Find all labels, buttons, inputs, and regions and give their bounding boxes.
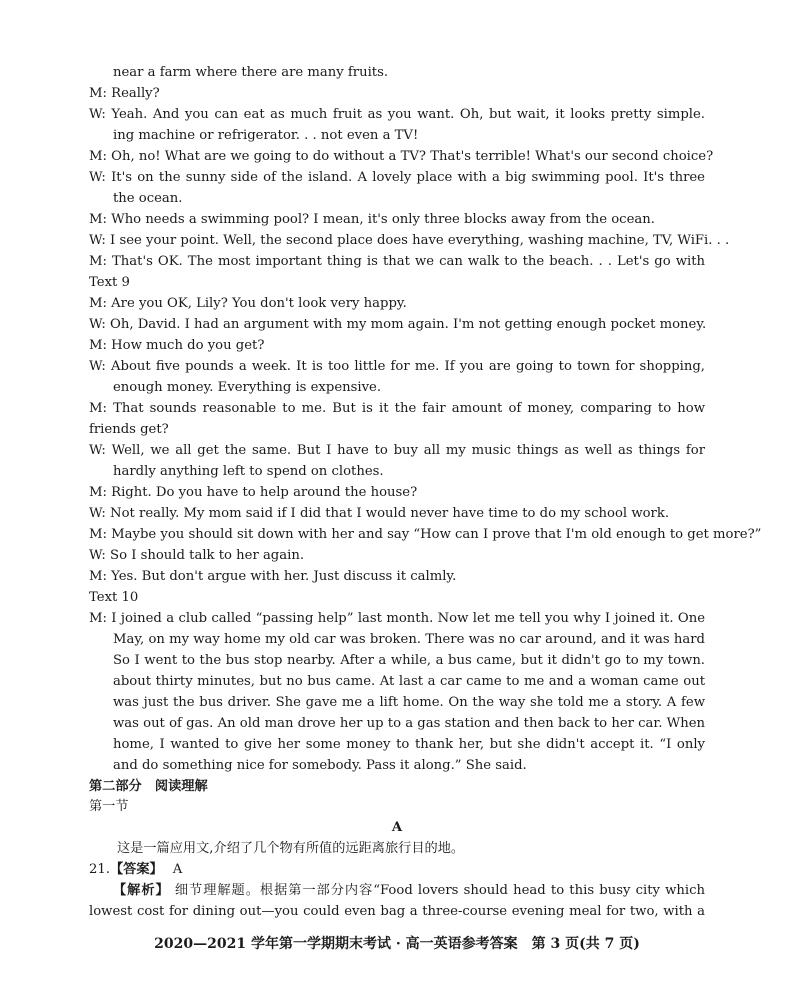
analysis-text: 细节理解题。根据第一部分内容“Food lovers should head to this busy city which (174, 883, 705, 898)
dialogue-line: about thirty minutes, but no bus came. At last a car came to me and a woman came out (113, 674, 705, 689)
answer-value: A (172, 862, 183, 877)
dialogue-line: W: About five pounds a week. It is too little for me. If you are going to town for shopping, (89, 359, 705, 374)
dialogue-line: W: I see your point. Well, the second place does have everything, washing machine, TV, WiFi. . . (89, 233, 730, 248)
analysis-line (113, 881, 705, 901)
analysis-tag: 【解析】 (113, 883, 170, 898)
dialogue-line: M: How much do you get? (89, 338, 265, 353)
dialogue-line: M: That's OK. The most important thing is that we can walk to the beach. . . Let's go with (89, 254, 705, 269)
text-heading: Text 10 (89, 590, 139, 605)
dialogue-line: M: Who needs a swimming pool? I mean, it's only three blocks away from the ocean. (89, 212, 655, 227)
dialogue-line: friends get? (89, 422, 169, 437)
dialogue-line: was just the bus driver. She gave me a lift home. On the way she told me a story. A few (113, 695, 705, 710)
dialogue-line: was out of gas. An old man drove her up to a gas station and then back to her car. When (113, 716, 705, 731)
analysis-line: lowest cost for dining out—you could even bag a three-course evening meal for two, with a (89, 904, 705, 919)
dialogue-line: May, on my way home my old car was broken. There was no car around, and it was hard (113, 632, 705, 647)
passage-label: A (391, 820, 403, 835)
dialogue-line: hardly anything left to spend on clothes. (113, 464, 384, 479)
text-heading: Text 9 (89, 275, 130, 290)
page-footer: 2020—2021 学年第一学期期末考试 · 高一英语参考答案 第 3 页(共 7 页) (154, 936, 640, 952)
dialogue-line: M: Really? (89, 86, 160, 101)
dialogue-line: M: Oh, no! What are we going to do without a TV? That's terrible! What's our second choice? (89, 149, 714, 164)
dialogue-line: M: Yes. But don't argue with her. Just discuss it calmly. (89, 569, 457, 584)
answer-row (89, 860, 182, 880)
dialogue-line: W: Yeah. And you can eat as much fruit as you want. Oh, but wait, it looks pretty simple. (89, 107, 705, 122)
dialogue-line: M: That sounds reasonable to me. But is it the fair amount of money, comparing to how (89, 401, 705, 416)
dialogue-line: W: Oh, David. I had an argument with my mom again. I'm not getting enough pocket money. (89, 317, 707, 332)
dialogue-line: M: Right. Do you have to help around the house? (89, 485, 418, 500)
dialogue-line: M: I joined a club called “passing help” last month. Now let me tell you why I joined it. One (89, 611, 705, 626)
dialogue-line: ing machine or refrigerator. . . not even a TV! (113, 128, 419, 143)
dialogue-line: M: Maybe you should sit down with her and say “How can I prove that I'm old enough to get more?” (89, 527, 762, 542)
dialogue-line: near a farm where there are many fruits. (113, 65, 389, 80)
dialogue-line: W: So I should talk to her again. (89, 548, 305, 563)
section-title: 第一节 (89, 799, 129, 814)
part-title: 第二部分 阅读理解 (89, 779, 208, 794)
passage-intro: 这是一篇应用文,介绍了几个物有所值的远距离旅行目的地。 (117, 841, 465, 856)
dialogue-line: M: Are you OK, Lily? You don't look very happy. (89, 296, 407, 311)
dialogue-line: home, I wanted to give her some money to thank her, but she didn't accept it. “I only (113, 737, 705, 752)
dialogue-line: W: Not really. My mom said if I did that I would never have time to do my school work. (89, 506, 670, 521)
dialogue-line: W: Well, we all get the same. But I have to buy all my music things as well as things for (89, 443, 705, 458)
dialogue-line: the ocean. (113, 191, 183, 206)
answer-tag: 【答案】 (109, 862, 163, 877)
dialogue-line: enough money. Everything is expensive. (113, 380, 382, 395)
dialogue-line: W: It's on the sunny side of the island. A lovely place with a big swimming pool. It's three (89, 170, 705, 185)
dialogue-line: and do something nice for somebody. Pass it along.” She said. (113, 758, 527, 773)
question-number: 21. (89, 862, 110, 877)
dialogue-line: So I went to the bus stop nearby. After a while, a bus came, but it didn't go to my town. (113, 653, 705, 668)
